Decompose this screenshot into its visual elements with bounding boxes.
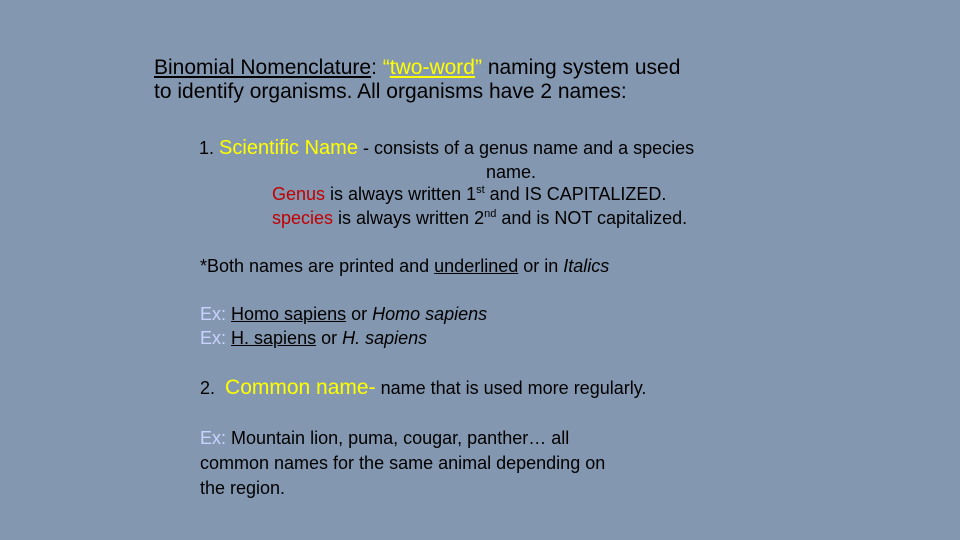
note-prefix: *Both names are printed and [200, 256, 435, 276]
genus-rule [272, 182, 666, 206]
species-word: species [272, 208, 334, 228]
common-name-term: Common name- [225, 376, 376, 399]
scientific-name-line [199, 136, 694, 160]
example-2-or: or [316, 328, 343, 348]
title-colon: : [371, 56, 383, 79]
binomial-nomenclature-term: Binomial Nomenclature [154, 56, 372, 79]
example-label: Ex: [200, 304, 227, 324]
genus-ordinal: st [476, 184, 485, 196]
item-number-1: 1. [199, 138, 215, 158]
note-underlined: underlined [434, 256, 519, 276]
quote-open: “ [382, 56, 390, 79]
genus-rule-b: and IS CAPITALIZED. [484, 184, 667, 204]
species-ordinal: nd [484, 208, 497, 220]
example-1-underlined: Homo sapiens [231, 304, 347, 324]
common-example-text-1: Mountain lion, puma, cougar, panther… all [226, 428, 570, 448]
scientific-name-desc: - consists of a genus name and a species [357, 138, 695, 158]
example-line-2 [200, 326, 427, 350]
common-example-line-3: the region. [200, 478, 286, 498]
species-rule-b: and is NOT capitalized. [496, 208, 688, 228]
example-line-1 [200, 302, 487, 326]
title-line-2: to identify organisms. All organisms have 2 names: [154, 80, 627, 103]
example-label: Ex: [200, 428, 227, 448]
printing-note [200, 254, 609, 278]
example-2-italic: H. sapiens [342, 328, 428, 348]
title-line-1 [154, 56, 680, 80]
species-rule [272, 206, 687, 230]
example-2-underlined: H. sapiens [231, 328, 317, 348]
common-example-line-1 [200, 426, 569, 450]
genus-rule-a: is always written 1 [325, 184, 477, 204]
example-label: Ex: [200, 328, 227, 348]
scientific-name-term: Scientific Name [219, 137, 358, 159]
note-italics: Italics [563, 256, 610, 276]
example-1-or: or [346, 304, 373, 324]
scientific-name-desc-cont: name. [486, 162, 537, 182]
quote-close: ” [474, 56, 482, 79]
genus-word: Genus [272, 184, 326, 204]
species-rule-a: is always written 2 [333, 208, 485, 228]
common-name-desc: name that is used more regularly. [375, 378, 647, 398]
common-example-line-2: common names for the same animal depending on [200, 453, 606, 473]
note-middle: or in [518, 256, 564, 276]
common-name-line [200, 376, 646, 400]
two-word-term: two-word [389, 56, 475, 79]
example-1-italic: Homo sapiens [372, 304, 488, 324]
item-number-2: 2. [200, 378, 216, 398]
title-line-1-rest: naming system used [481, 56, 681, 79]
